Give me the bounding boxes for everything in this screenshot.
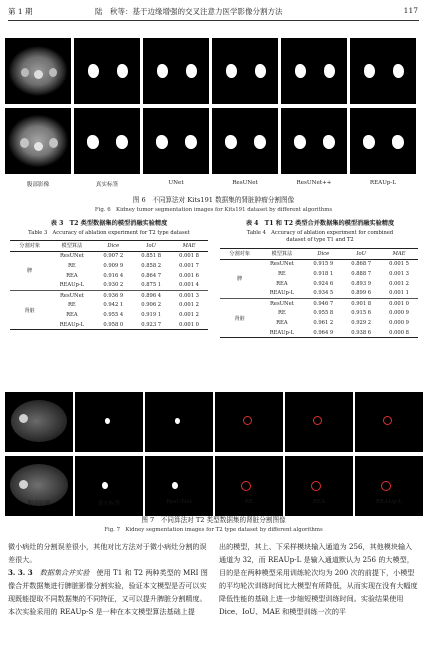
fig6-label-resunet-pp: ResUNet++ [296, 180, 332, 186]
table-cell: 0.946 7 [313, 300, 334, 307]
resunet-mask [212, 38, 278, 104]
table-cell: REAUp-L [269, 290, 295, 297]
table-cell: 0.888 7 [351, 270, 372, 277]
table-cell: 0.001 6 [179, 272, 199, 279]
table-cell: REA [66, 272, 78, 279]
table-cell: 0.000 9 [389, 319, 409, 326]
table-cell: 0.858 2 [141, 262, 162, 269]
group-label: 脾 [237, 276, 243, 283]
section-number: 3. 3. 3 [8, 568, 40, 578]
table-cell: 0.001 2 [179, 311, 199, 318]
table-cell: 0.907 2 [103, 253, 124, 260]
page-number: 117 [403, 6, 418, 15]
running-title: 陆 秋等：基于边缘增强的交叉注意力医学影像分割方法 [95, 7, 283, 16]
fig7-label-re: RE [244, 499, 254, 505]
paragraph-text: 出的模型，其上、下采样模块输入通道为 256，其他模块输入通道为 32，而 REAUp-L 是输入通道默认为 256 的大模型，目的是在两种模型采用训练轮次均为 200 次的前提下，小模型的平均轮次训练时间比大模型有所降低，从而实现在没有大幅度降低性能的基础上进一步缩短模型训练时间。实验结果使用 Dice、IoU、MAE 和模型训练一次的平 [219, 542, 418, 617]
table-3 [10, 240, 208, 330]
resunet-mask [145, 456, 213, 516]
table-cell: 0.942 1 [103, 302, 124, 309]
figure-7-caption-en: Fig. 7 Kidney segmentation images for T2 type dataset by different algorithms [104, 527, 323, 533]
header-rule [8, 20, 419, 21]
table-cell: 0.001 3 [179, 292, 199, 299]
table-cell: 0.923 7 [141, 321, 162, 328]
fig7-label-ground-truth: 真实标签 [97, 501, 121, 507]
table-cell: 0.896 4 [141, 292, 162, 299]
col-header: MAE [182, 242, 196, 249]
table-cell: REA [66, 311, 78, 318]
table-cell: 0.893 9 [351, 280, 372, 287]
table-cell: 0.868 7 [351, 261, 372, 268]
resunet-pp-mask [281, 108, 347, 174]
table-cell: 0.001 0 [389, 300, 409, 307]
fig7-label-rea: REA [312, 499, 326, 505]
table-cell: 0.001 5 [389, 261, 409, 268]
col-header: MAE [392, 250, 406, 257]
table-cell: 0.955 4 [103, 311, 124, 318]
table-cell: 0.901 8 [351, 300, 372, 307]
resunet-mask [145, 392, 213, 452]
table-cell: 0.938 6 [351, 329, 372, 336]
table-cell: 0.958 0 [103, 321, 124, 328]
table-cell: REAUp-L [59, 282, 85, 289]
table-cell: 0.919 1 [141, 311, 162, 318]
col-header: 模型算法 [61, 243, 83, 250]
table-4-title-cn: 表 4 T1 和 T2 类型合并数据集的模型消融实验精度 [245, 220, 395, 227]
table-cell: 0.929 2 [351, 319, 372, 326]
right-column-text [219, 540, 419, 619]
table-cell: 0.001 1 [389, 290, 409, 297]
ground-truth-mask [74, 108, 140, 174]
unet-mask [143, 38, 209, 104]
fig7-label-abdominal: 腹部影像 [27, 501, 51, 507]
table-cell: REAUp-L [59, 321, 85, 328]
reaup-l-mask [350, 108, 416, 174]
section-body: 使用 T1 和 T2 两种类型的 MRI 图像合并数据集进行脾脏影像分割实验，验证本文模型是否可以实现既能提取不同数据集的不同特征，又可以提升脾脏分割精度。本次实验采用的 REAUp-S 是一种在本文模型算法基础上提 [8, 568, 208, 617]
table-cell: REAUp-L [269, 329, 295, 336]
figure-7-caption-cn: 图 7 不同算法对 T2 类型数据集的肾脏分割图像 [141, 516, 286, 524]
table-cell: REA [276, 319, 288, 326]
table-cell: 0.916 4 [103, 272, 124, 279]
table-cell: RE [68, 302, 76, 309]
table-cell: 0.001 3 [389, 270, 409, 277]
table-cell: 0.000 8 [389, 329, 409, 336]
table-cell: 0.899 6 [351, 290, 372, 297]
table-cell: 0.000 9 [389, 310, 409, 317]
table-cell: 0.915 6 [351, 310, 372, 317]
table-3-title-cn: 表 3 T2 类型数据集的模型消融实验精度 [50, 220, 168, 227]
re-mask [215, 392, 283, 452]
table-cell: 0.909 9 [103, 262, 124, 269]
table-cell: 0.915 9 [313, 261, 334, 268]
table-cell: 0.001 8 [179, 253, 199, 260]
reaup-l-mask [355, 456, 423, 516]
re-mask [215, 456, 283, 516]
col-header: IoU [356, 250, 366, 257]
rea-mask [285, 392, 353, 452]
table-cell: ResUNet [270, 261, 294, 268]
table-cell: 0.918 1 [313, 270, 334, 277]
table-cell: 0.001 2 [389, 280, 409, 287]
fig7-label-resunet: ResUNet [166, 499, 192, 505]
table-cell: 0.934 5 [313, 290, 334, 297]
table-cell: RE [278, 270, 286, 277]
table-cell: ResUNet [60, 253, 84, 260]
figure-6-caption-cn: 图 6 不同算法对 Kits191 数据集的肾脏肿瘤分割图像 [132, 196, 295, 204]
table-cell: 0.964 9 [313, 329, 334, 336]
col-header: 分割对象 [229, 251, 251, 258]
table-4-title-en-line2: dataset of type T1 and T2 [286, 237, 354, 243]
figure-6-grid [3, 38, 424, 178]
reaup-l-mask [355, 392, 423, 452]
table-cell: 0.924 6 [313, 280, 334, 287]
resunet-pp-mask [281, 38, 347, 104]
table-cell: 0.851 8 [141, 253, 162, 260]
table-cell: ResUNet [270, 300, 294, 307]
table-cell: 0.936 9 [103, 292, 124, 299]
abdominal-ct-image [5, 38, 71, 104]
col-header: Dice [107, 242, 120, 249]
table-4 [220, 248, 418, 338]
table-cell: 0.906 2 [141, 302, 162, 309]
table-4-title-en-line1: Table 4 Accuracy of ablation experiment for combined [246, 230, 394, 236]
abdominal-ct-image [5, 108, 71, 174]
group-label: 肾脏 [234, 315, 245, 322]
col-header: Dice [317, 250, 330, 257]
ground-truth-mask [74, 38, 140, 104]
table-cell: 0.001 0 [179, 321, 199, 328]
ground-truth-mask [75, 392, 143, 452]
fig6-label-ground-truth: 真实标签 [95, 182, 119, 188]
fig7-label-reaup-l: REAUp-L [375, 499, 403, 505]
rea-mask [285, 456, 353, 516]
table-cell: 0.864 7 [141, 272, 162, 279]
table-cell: 0.961 2 [313, 319, 334, 326]
table-cell: 0.001 4 [179, 282, 199, 289]
fig6-label-abdominal: 腹部影像 [26, 182, 50, 188]
table-cell: 0.955 8 [313, 310, 334, 317]
abdominal-mri-image [5, 392, 73, 452]
table-cell: RE [278, 310, 286, 317]
table-3-title-en: Table 3 Accuracy of ablation experiment for T2 type dataset [28, 230, 190, 236]
table-cell: 0.001 2 [179, 302, 199, 309]
table-cell: RE [68, 262, 76, 269]
group-label: 脾 [27, 268, 33, 275]
section-title: 数据集合并实验 [39, 568, 90, 578]
col-header: 分割对象 [19, 243, 41, 250]
col-header: IoU [146, 242, 156, 249]
paragraph-text: 微小病灶的分割误差很小，其他对比方法对于微小病灶分割的误差很大。 [8, 542, 207, 565]
figure-6-caption-en: Fig. 6 Kidney tumor segmentation images for Kits191 dataset by different algorithms [94, 207, 333, 213]
table-cell: ResUNet [60, 292, 84, 299]
group-label: 肾脏 [24, 307, 35, 314]
unet-mask [143, 108, 209, 174]
left-column-text [8, 540, 208, 619]
table-cell: 0.875 1 [141, 282, 162, 289]
fig6-label-reaup-l: REAUp-L [369, 180, 397, 186]
reaup-l-mask [350, 38, 416, 104]
abdominal-mri-image [5, 456, 73, 516]
resunet-mask [212, 108, 278, 174]
table-cell: 0.001 7 [179, 262, 199, 269]
table-cell: 0.930 2 [103, 282, 124, 289]
ground-truth-mask [75, 456, 143, 516]
table-cell: REA [276, 280, 288, 287]
col-header: 模型算法 [271, 251, 293, 258]
fig6-label-unet: UNet [168, 180, 184, 186]
fig6-label-resunet: ResUNet [232, 180, 258, 186]
journal-issue: 第 1 期 [8, 7, 33, 16]
